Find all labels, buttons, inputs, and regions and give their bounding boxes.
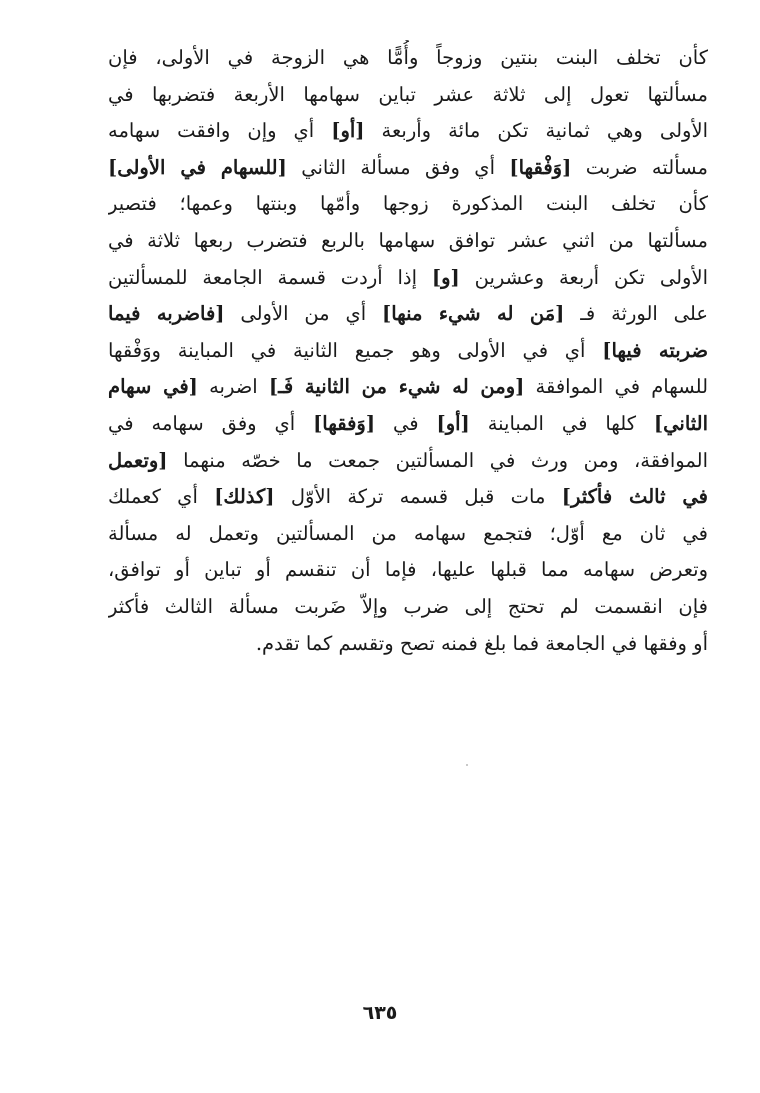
text-line (108, 516, 708, 553)
bold-matn-segment: في ثالث فأكثر] (561, 485, 708, 509)
text-segment: الموافقة، ومن ورث في المسألتين جمعت ما خصّه منهما (167, 448, 708, 472)
bold-matn-segment: [وَفْقها] (509, 155, 572, 179)
text-segment: كأن تخلف البنت المذكورة زوجها وأمّها وبنتها وعمها؛ فتصير (108, 192, 708, 216)
text-segment: فإن انقسمت لم تحتج إلى ضرب وإلاّ ضَربت مسألة الثالث فأكثر (108, 594, 708, 618)
text-segment: في ثان مع أوّل؛ فتجمع سهامه من المسألتين وتعمل له مسألة (108, 521, 708, 545)
text-line (108, 113, 708, 150)
bold-matn-segment: [و] (431, 265, 460, 289)
text-segment: كأن تخلف البنت بنتين وزوجاً وأُمًّا هي الزوجة في الأولى، فإن (108, 46, 708, 69)
text-segment: مات قبل قسمه تركة الأوّل (274, 485, 562, 509)
text-segment: أو وفقها في الجامعة فما بلغ فمنه تصح وتقسم كما تقدم. (255, 631, 708, 655)
text-segment: مسألتها من اثني عشر توافق سهامها بالربع فتضرب ربعها ثلاثة في (108, 228, 708, 252)
text-segment: الأولى وهي ثمانية تكن مائة وأربعة (364, 119, 708, 143)
text-segment: أي من الأولى (224, 302, 382, 326)
text-segment: اضربه (197, 375, 269, 399)
text-segment: أي وفق سهامه في (108, 411, 314, 435)
scan-speck (466, 764, 468, 766)
body-text (108, 40, 708, 662)
text-line (108, 40, 708, 77)
text-segment: مسألتها تعول إلى ثلاثة عشر تباين سهامها الأربعة فتضربها في (108, 82, 708, 106)
text-segment: مسألته ضربت (571, 155, 708, 179)
text-segment: أي كعملك (108, 485, 215, 509)
text-line (108, 479, 708, 516)
text-segment: أي في الأولى وهو جميع الثانية في المباينة ووَفْقها (108, 338, 603, 362)
text-line (108, 369, 708, 406)
page-number: ٦٣٥ (362, 1002, 398, 1024)
bold-matn-segment: [مَن له شيء منها] (381, 302, 565, 326)
bold-matn-segment: [فاضربه فيما (108, 302, 225, 326)
text-segment: وتعرض سهامه مما قبلها عليها، فإما أن تنقسم أو تباين أو توافق، (108, 558, 708, 582)
bold-matn-segment: ضربته فيها] (602, 338, 708, 362)
text-segment: على الورثة فـ (564, 302, 708, 326)
bold-matn-segment: [للسهام في الأولى] (108, 155, 287, 179)
text-line (108, 589, 708, 626)
bold-matn-segment: [أو] (331, 119, 365, 143)
text-line (108, 150, 708, 187)
text-line (108, 626, 708, 663)
text-line (108, 186, 708, 223)
text-segment: كلها في المباينة (469, 411, 654, 435)
text-segment: إذا أردت قسمة الجامعة للمسألتين (108, 265, 432, 289)
text-line (108, 223, 708, 260)
text-line (108, 260, 708, 297)
bold-matn-segment: [كذلك] (214, 485, 275, 509)
bold-matn-segment: الثاني] (653, 411, 708, 435)
text-segment: أي وإن وافقت سهامه (108, 119, 332, 143)
text-line (108, 296, 708, 333)
text-line (108, 333, 708, 370)
text-line (108, 443, 708, 480)
text-line (108, 552, 708, 589)
bold-matn-segment: [وتعمل (108, 448, 168, 472)
text-segment: أي وفق مسألة الثاني (286, 155, 510, 179)
text-segment: في (375, 411, 437, 435)
bold-matn-segment: [في سهام (108, 375, 198, 399)
text-segment: الأولى تكن أربعة وعشرين (459, 265, 708, 289)
bold-matn-segment: [أو] (436, 411, 470, 435)
text-segment: للسهام في الموافقة (524, 375, 708, 399)
bold-matn-segment: [وَفقها] (313, 411, 376, 435)
text-line (108, 406, 708, 443)
bold-matn-segment: [ومن له شيء من الثانية فَـ] (268, 375, 525, 399)
text-line (108, 77, 708, 114)
